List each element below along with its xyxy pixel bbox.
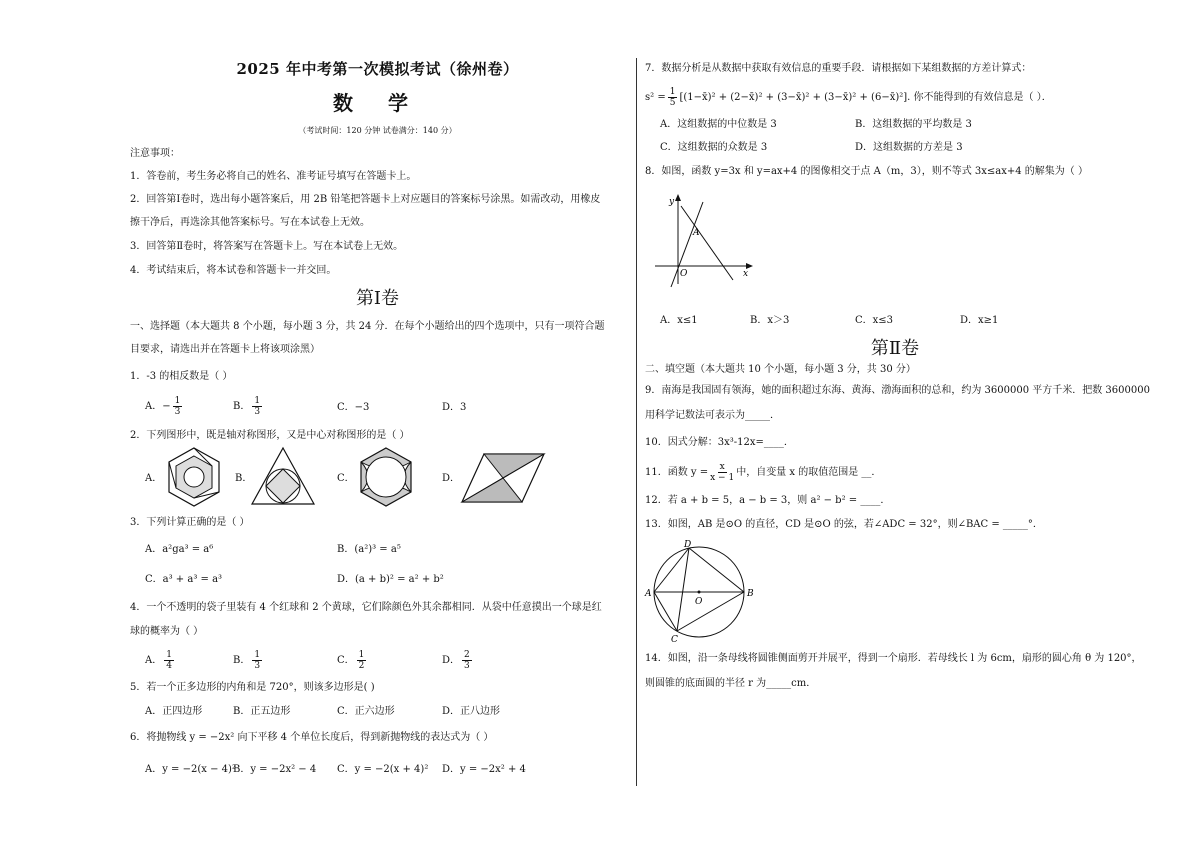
q4-option-a: A． $\frac{1}{4}$ (145, 650, 172, 671)
q1-option-b: B． $\frac{1}{3}$ (233, 396, 261, 417)
q5-stem: 5．若一个正多边形的内角和是 720°，则该多边形是( ) (130, 682, 375, 693)
q13-point-c-label: C (671, 635, 678, 645)
q13-stem: 13．如图，AB 是⊙O 的直径，CD 是⊙O 的弦，若∠ADC = 32°，则∠BAC = _____°． (645, 519, 1043, 530)
q8-axis-y-label: y (669, 197, 675, 207)
q2-figure-a-hexagon-circle (163, 446, 225, 508)
q13-circle-figure (647, 538, 757, 643)
q11: 11．函数 y = $\frac{x}{x - 1}$ 中，自变量 x 的取值范围是 __． (645, 462, 882, 483)
q13-point-d-label: D (684, 540, 692, 550)
q5-option-d: D．正八边形 (442, 706, 501, 717)
q6-option-c: C．y = −2(x + 4)² (337, 764, 429, 775)
q6-option-d: D．y = −2x² + 4 (442, 764, 526, 775)
q2-stem: 2．下列图形中，既是轴对称图形，又是中心对称图形的是（ ） (130, 430, 410, 441)
q8-option-a: A．x≤1 (660, 315, 698, 326)
q13-point-b-label: B (747, 589, 754, 599)
q3-stem: 3．下列计算正确的是（ ） (130, 517, 250, 528)
q1-stem: 1．-3 的相反数是（ ） (130, 371, 233, 382)
q1-option-d: D．3 (442, 402, 467, 413)
q1-option-a: A．− $\frac{1}{3}$ (145, 396, 181, 417)
q7-option-d: D．这组数据的方差是 3 (855, 142, 963, 153)
q14-line-2: 则圆锥的底面圆的半径 r 为_____cm． (645, 678, 817, 689)
q5-option-a: A．正四边形 (145, 706, 203, 717)
q8-axis-x-label: x (743, 269, 749, 279)
q7-option-c: C．这组数据的众数是 3 (660, 142, 768, 153)
q7-option-a: A．这组数据的中位数是 3 (660, 119, 777, 130)
q2-option-c-label: C． (337, 473, 355, 484)
q3-option-b: B．(a²)³ = a⁵ (337, 544, 401, 555)
q9-line-1: 9．南海是我国固有领海，她的面积超过东海、黄海、渤海面积的总和，约为 3600000 平方千米．把数 3600000 (645, 385, 1150, 396)
q3-option-a: A．a²ga³ = a⁶ (145, 544, 214, 555)
q5-option-c: C．正六边形 (337, 706, 395, 717)
q8-point-a-label: A (693, 228, 700, 238)
q13-point-o-label: O (695, 597, 703, 607)
q2-option-d-label: D． (442, 473, 461, 484)
part-2-heading: 第Ⅱ卷 (870, 338, 920, 359)
section-1-line-1: 一、选择题（本大题共 8 个小题，每小题 3 分，共 24 分．在每个小题给出的四个选项中，只有一项符合题 (130, 321, 605, 332)
notes-header: 注意事项： (130, 148, 180, 159)
q8-stem: 8．如图，函数 y=3x 和 y=ax+4 的图像相交于点 A（m，3），则不等式 3x≤ax+4 的解集为（ ） (645, 166, 1088, 177)
subject-title: 数 学 (333, 91, 422, 115)
q2-figure-b-triangle-square (250, 446, 316, 508)
note-2-cont: 擦干净后，再选涂其他答案标号。写在本试卷上无效。 (130, 217, 370, 228)
q2-option-a-label: A． (145, 473, 163, 484)
q3-option-c: C．a³ + a³ = a³ (145, 574, 223, 585)
q6-stem: 6．将抛物线 y = −2x² 向下平移 4 个单位长度后，得到新抛物线的表达式为（ ） (130, 732, 494, 743)
q9-line-2: 用科学记数法可表示为_____． (645, 410, 780, 421)
column-divider (636, 58, 637, 786)
q4-stem-line-2: 球的概率为（ ） (130, 626, 204, 637)
q1-option-c: C．−3 (337, 402, 370, 413)
exam-title: 2025 年中考第一次模拟考试（徐州卷） (236, 60, 519, 78)
q7-formula: s² = $\frac{1}{5}$ [(1−x̄)² + (2−x̄)² + (3−x̄)² + (3−x̄)² + (6−x̄)²]. 你不能得到的有效信息是（ ）． (645, 87, 1052, 108)
q7-stem: 7．数据分析是从数据中获取有效信息的重要手段．请根据如下某组数据的方差计算式： (645, 63, 1032, 74)
note-4: 4．考试结束后，将本试卷和答题卡一并交回。 (130, 265, 337, 276)
q13-point-a-label: A (645, 589, 652, 599)
q4-option-b: B． $\frac{1}{3}$ (233, 650, 261, 671)
part-1-heading: 第Ⅰ卷 (355, 288, 400, 309)
note-1: 1．答卷前，考生务必将自己的姓名、准考证号填写在答题卡上。 (130, 171, 417, 182)
q4-stem-line-1: 4．一个不透明的袋子里装有 4 个红球和 2 个黄球，它们除颜色外其余都相同．从袋中任意摸出一个球是红 (130, 602, 602, 613)
q8-option-b: B．x＞3 (750, 315, 790, 326)
q8-origin-label: O (680, 269, 688, 279)
q10: 10．因式分解：3x³-12x=____． (645, 437, 794, 448)
note-2: 2．回答第Ⅰ卷时，选出每小题答案后，用 2B 铅笔把答题卡上对应题目的答案标号涂黑。如需改动，用橡皮 (130, 194, 601, 205)
q3-option-d: D．(a + b)² = a² + b² (337, 574, 444, 585)
q8-function-graph (653, 192, 758, 287)
q8-option-d: D．x≥1 (960, 315, 999, 326)
exam-meta: （考试时间：120 分钟 试卷满分：140 分） (298, 126, 457, 135)
q6-option-a: A．y = −2(x − 4)² (145, 764, 236, 775)
q14-line-1: 14．如图，沿一条母线将圆锥侧面剪开并展平，得到一个扇形．若母线长 l 为 6cm，扇形的圆心角 θ 为 120°， (645, 653, 1142, 664)
q4-option-d: D． $\frac{2}{3}$ (442, 650, 470, 671)
q5-option-b: B．正五边形 (233, 706, 291, 717)
q2-option-b-label: B． (235, 473, 253, 484)
section-1-line-2: 目要求，请选出并在答题卡上将该项涂黑） (130, 344, 320, 355)
q6-option-b: B．y = −2x² − 4 (233, 764, 317, 775)
q8-option-c: C．x≤3 (855, 315, 894, 326)
q7-option-b: B．这组数据的平均数是 3 (855, 119, 972, 130)
q12: 12．若 a + b = 5，a − b = 3，则 a² − b² = ____． (645, 495, 891, 506)
q2-figure-c-arc-hexagon (355, 446, 417, 508)
q2-figure-d-parallelogram (460, 452, 546, 504)
q4-option-c: C． $\frac{1}{2}$ (337, 650, 365, 671)
note-3: 3．回答第Ⅱ卷时，将答案写在答题卡上。写在本试卷上无效。 (130, 241, 404, 252)
section-2-heading: 二、填空题（本大题共 10 个小题，每小题 3 分，共 30 分） (645, 364, 916, 375)
